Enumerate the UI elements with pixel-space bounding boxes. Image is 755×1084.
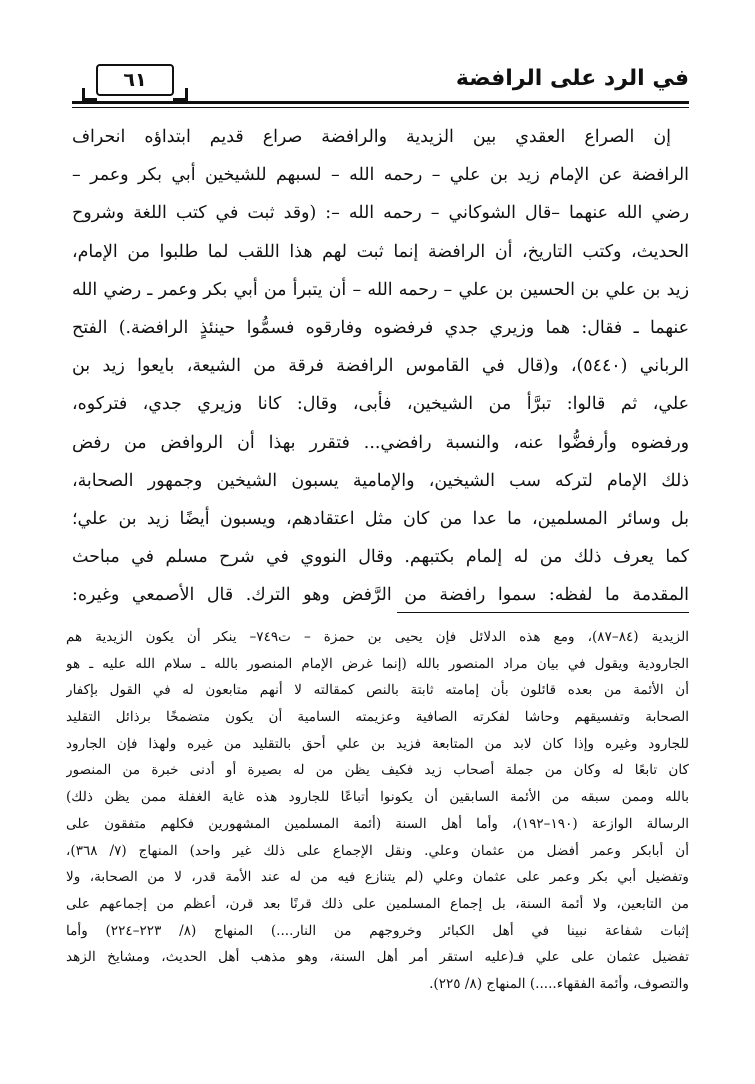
- body-line: بل وسائر المسلمين، ما عدا من كان مثل اعتقادهم، ويسبون أيضًا زيد بن علي؛: [72, 508, 689, 529]
- footnote-line: الرسالة الوازعة (١٩٠–١٩٢)، وأما أهل السنة (أئمة المسلمين المشهورين فكلهم متفقون على: [66, 815, 689, 832]
- footnote-separator: [397, 612, 689, 613]
- main-text: [72, 118, 689, 614]
- body-line: ورفضوه وأرفضُّوا عنه، والنسبة رافضي... فتقرر بهذا أن الروافض من رفض: [72, 432, 689, 453]
- body-line: الرباني (٥٤٤٠)، و(قال في القاموس الرافضة فرقة من الشيعة، بايعوا زيد بن: [72, 356, 689, 377]
- footnote-line: والتصوف، وأئمة الفقهاء.....) المنهاج (٨/ ٢٢٥).: [429, 975, 689, 992]
- body-line: ذلك الإمام لتركه سب الشيخين، والإمامية يسبون الشيخين وجمهور الصحابة،: [72, 470, 689, 491]
- body-line: الرافضة عن الإمام زيد بن علي – رحمه الله – لسبهم للشيخين أبي بكر وعمر –: [72, 165, 689, 186]
- body-line: رضي الله عنهما –قال الشوكاني – رحمه الله –: (وقد ثبت في كتب اللغة وشروح: [72, 203, 689, 224]
- footnote-line: إثبات شفاعة نبينا في أهل الكبائر وخروجهم من النار....) المنهاج (٨/ ٢٢٣–٢٢٤) وأما: [66, 922, 689, 939]
- header-rule-thin: [72, 107, 689, 108]
- body-line: الحديث، وكتب التاريخ، أن الرافضة إنما ثبت لهم هذا اللقب لما طلبوا من الإمام،: [72, 241, 689, 262]
- body-line: زيد بن علي بن الحسين بن علي – رحمه الله – أن يتبرأ من أبي بكر وعمر ـ رضي الله: [72, 279, 689, 300]
- running-title: في الرد على الرافضة: [455, 66, 689, 91]
- page-number: ٦١: [96, 64, 174, 96]
- footnote-line: للجارود وغيره وإذا كان لابد من المتابعة فزيد بن علي أحق بالتقليد من غيره ولهذا فإن الجارود: [66, 735, 689, 752]
- footnote-line: من التابعين، ولا أئمة السنة، بل إجماع المسلمين على ذلك قرنًا بعد قرن، أعظم من إجماعهم على: [66, 895, 689, 912]
- body-line: المقدمة ما لفظه: سموا رافضة من الرَّفض وهو الترك. قال الأصمعي وغيره:: [72, 585, 689, 606]
- footnote-line: وتفضيل أبي بكر وعمر على عثمان وعلي (لم يتنازع فيه من له عند الأمة قدر، لا من الصحابة، ولا: [66, 869, 689, 886]
- body-line: إن الصراع العقدي بين الزيدية والرافضة صراع قديم ابتداؤه انحراف: [72, 127, 671, 147]
- footnote-line: الزيدية (٨٤–٨٧)، ومع هذه الدلائل فإن يحيى بن حمزة – ت٧٤٩– ينكر أن يكون الزيدية هم: [66, 629, 689, 645]
- footnotes: [66, 624, 689, 998]
- header-rule: [72, 101, 689, 104]
- footnote-line: الجارودية ويقول في بيان مراد المنصور بالله (إنما غرض الإمام المنصور بالله ـ سلام الله عليه ـ هو: [66, 655, 689, 672]
- footnote-line: الصحابة وتفسيقهم وحاشا لفكرته الصافية وعزيمته السامية أن يكون متضمخًا برذائل التقليد: [66, 709, 689, 726]
- body-line: علي، ثم قالوا: تبرَّأ من الشيخين، فأبى، وقال: كانا وزيري جدي، فتركوه،: [72, 394, 689, 415]
- footnote-line: أن أبابكر وعمر أفضل من عثمان وعلي. ونقل الإجماع على ذلك غير واحد) المنهاج (٧/ ٣٦٨)،: [66, 842, 689, 859]
- footnote-line: تفضيل عثمان على علي فـ(عليه استقر أمر أهل السنة، وهو مذهب أهل الحديث، ومشايخ الزهد: [66, 949, 689, 966]
- footnote-line: أن الأئمة من بعده قائلون بأن إمامته ثابتة بالنص كمقالته لا أنهم متابعون له في القول بإكفار: [66, 682, 689, 699]
- body-line: كما يعرف ذلك من له إلمام بكتبهم. وقال النووي في شرح مسلم في مباحث: [72, 547, 689, 568]
- running-header: [72, 62, 689, 106]
- body-line: عنهما ـ فقال: هما وزيري جدي فرفضوه وفارقوه فسمُّوا حينئذٍ الرافضة.) الفتح: [72, 317, 689, 338]
- footnote-line: كان تابعًا له وكان من جملة أصحاب زيد فكيف يظن من له بصيرة أو أدنى خبرة من المنصور: [66, 762, 689, 779]
- footnote-line: بالله وممن سبقه من الأئمة السابقين أن يكونوا أتباعًا للجارود هذه غاية الغفلة ممن يظن ذلك): [66, 789, 689, 806]
